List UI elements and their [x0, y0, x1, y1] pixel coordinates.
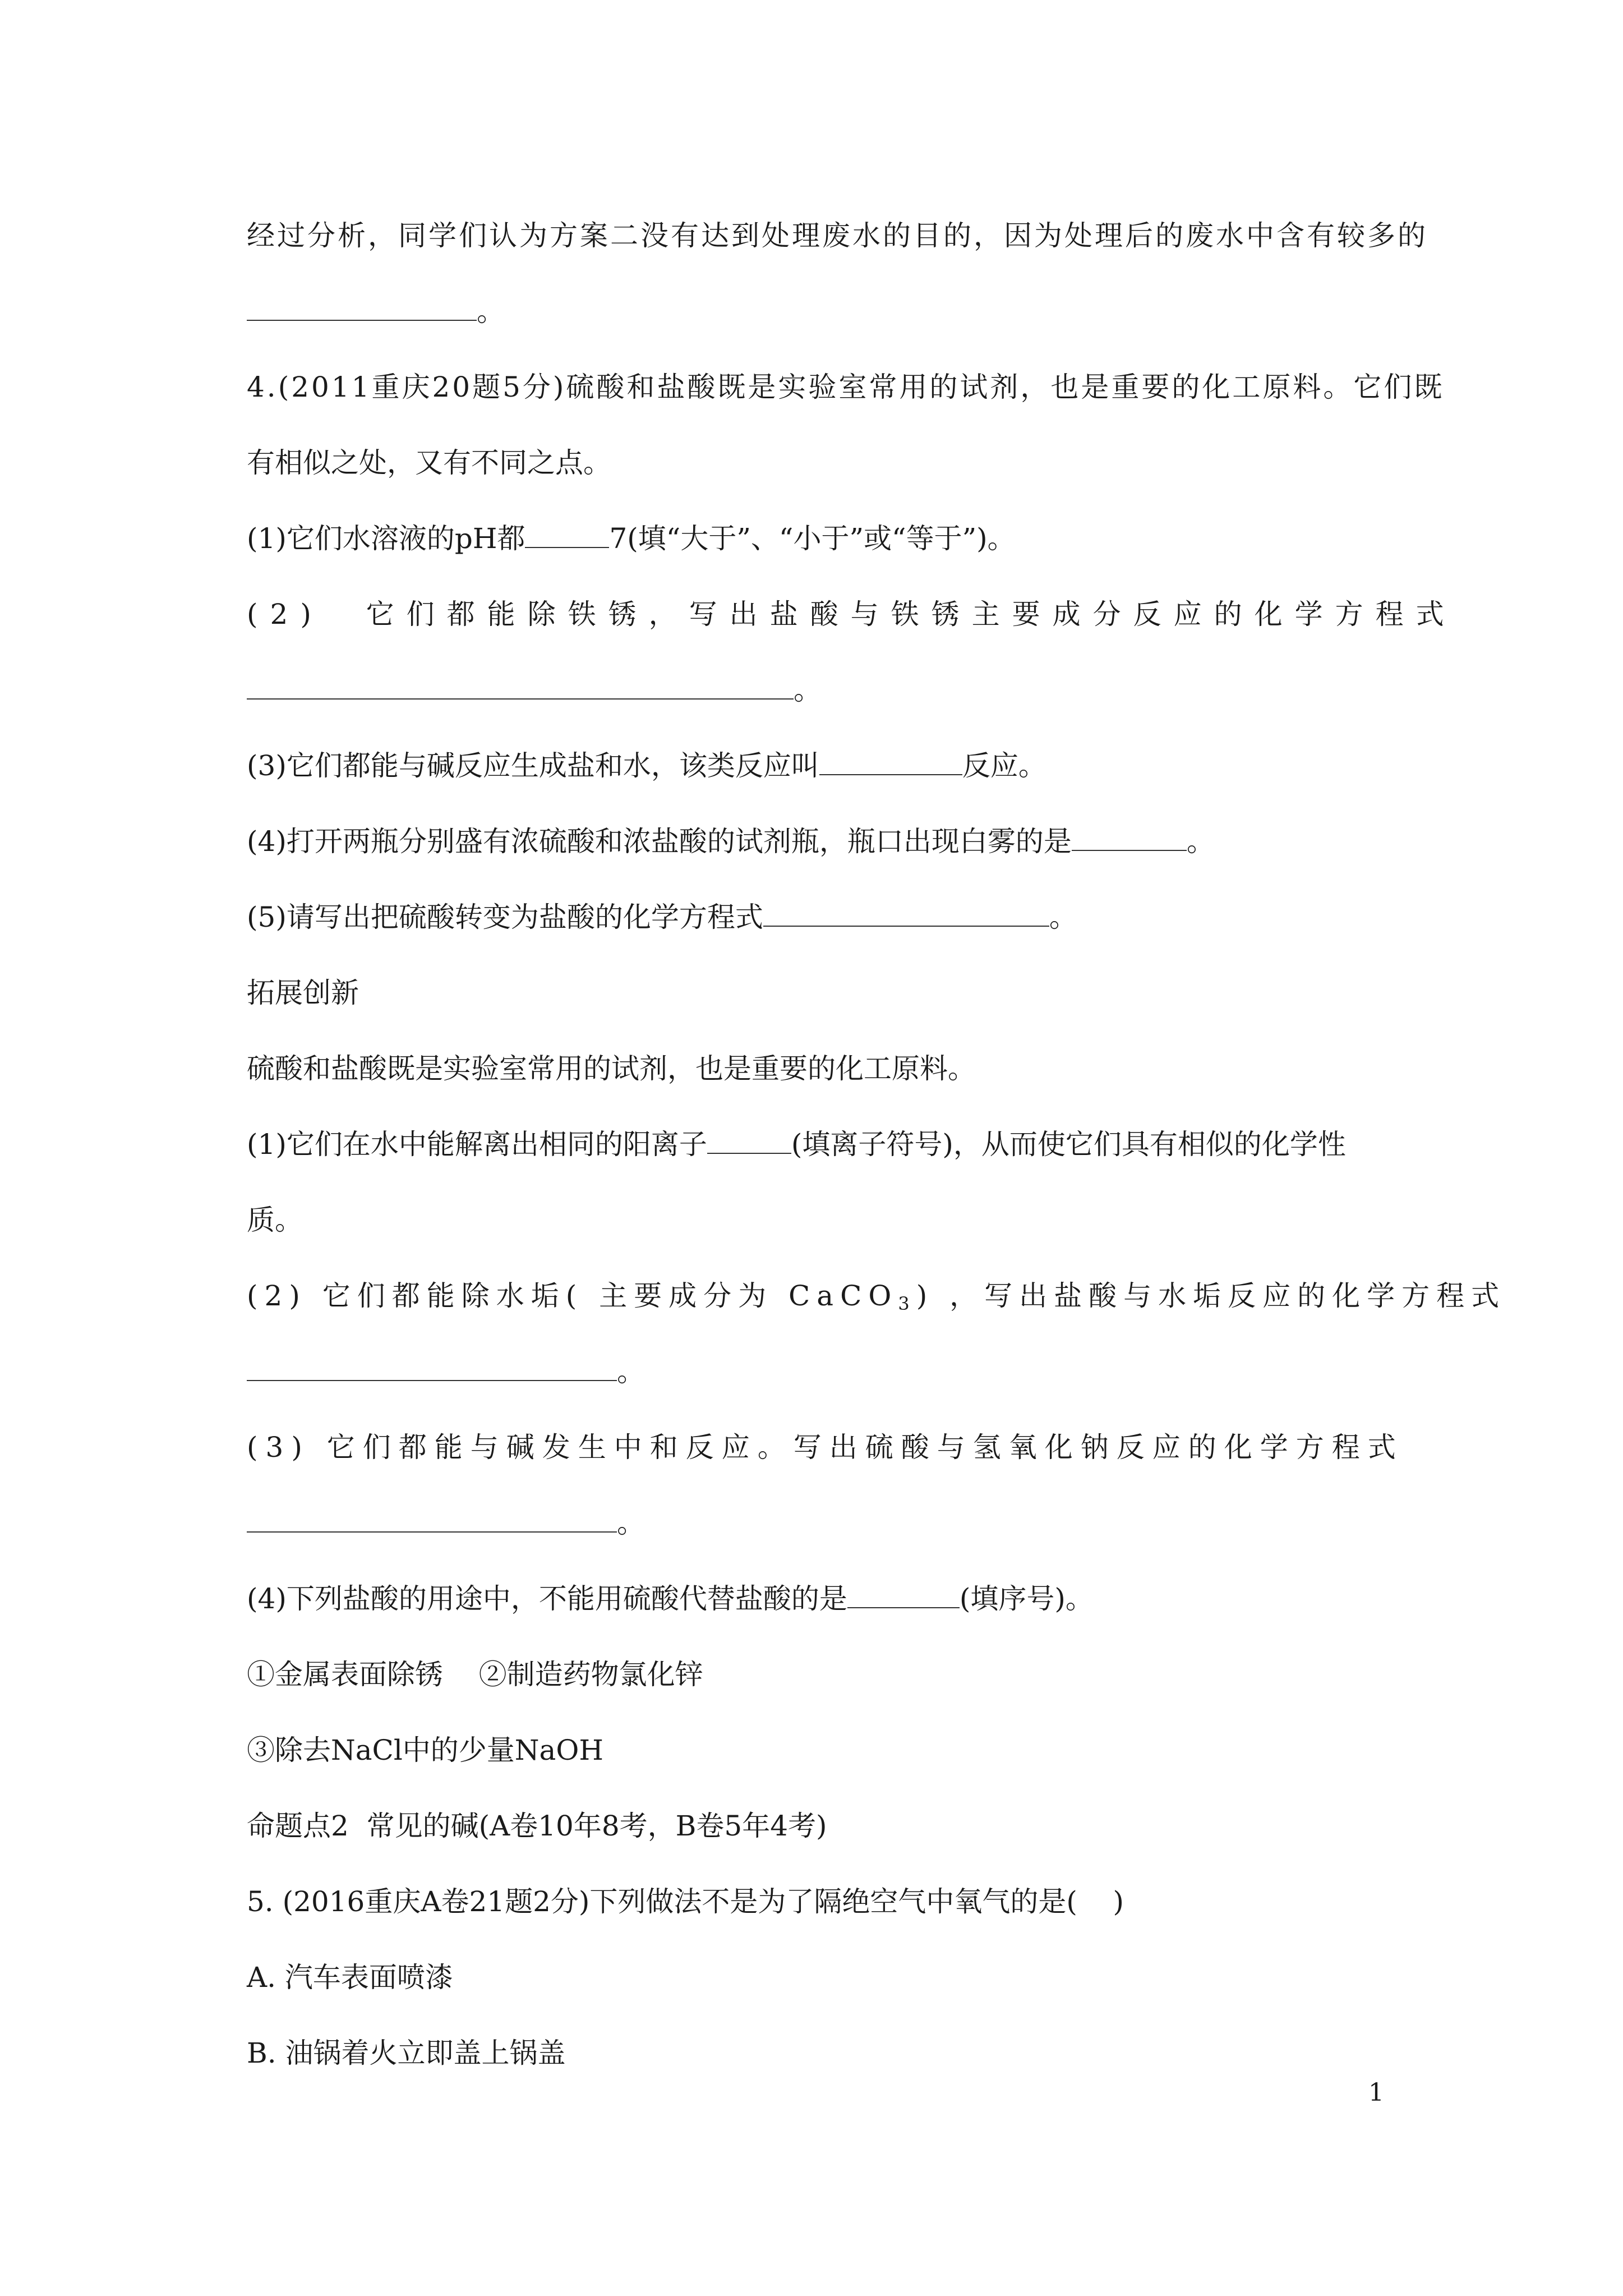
option-list-2: ③除去NaCl中的少量NaOH [247, 1734, 603, 1766]
extension-part-3: (3) 它们都能与碱发生中和反应。写出硫酸与氢氧化钠反应的化学方程式 [247, 1431, 1404, 1464]
question-5: 5. (2016重庆A卷21题2分)下列做法不是为了隔绝空气中氧气的是( ) [247, 1885, 1124, 1918]
question-4-line-2: 有相似之处，又有不同之点。 [247, 447, 611, 479]
punctuation: 。 [794, 674, 822, 706]
punctuation: 。 [477, 295, 505, 328]
text-line-blank [247, 673, 822, 707]
extension-part-2 [247, 1279, 1506, 1320]
text-segment: (1)它们水溶液的pH都 [247, 522, 525, 555]
text-segment: ) ，写出盐酸与水垢反应的化学方程式 [916, 1280, 1506, 1312]
page-number: 1 [1368, 2078, 1384, 2107]
extension-intro: 硫酸和盐酸既是实验室常用的试剂，也是重要的化工原料。 [247, 1052, 976, 1085]
text-segment: 。 [1049, 901, 1077, 933]
extension-part-1-cont: 质。 [247, 1204, 303, 1236]
text-segment: (4)下列盐酸的用途中，不能用硫酸代替盐酸的是 [247, 1582, 847, 1615]
question-4-part-4 [247, 825, 1215, 858]
text-segment: (填离子符号)，从而使它们具有相似的化学性 [791, 1128, 1346, 1161]
question-4-line-1: 4.(2011重庆20题5分)硫酸和盐酸既是实验室常用的试剂，也是重要的化工原料。它们既 [247, 371, 1445, 403]
question-4-part-3 [247, 749, 1046, 783]
topic-heading: 命题点2 常见的碱(A卷10年8考，B卷5年4考) [247, 1810, 827, 1842]
question-4-part-2: (2) 它们都能除铁锈，写出盐酸与铁锈主要成分反应的化学方程式 [247, 598, 1456, 631]
text-line: 经过分析，同学们认为方案二没有达到处理废水的目的，因为处理后的废水中含有较多的 [247, 219, 1428, 252]
text-segment: 反应。 [962, 749, 1046, 782]
option-a: A. 汽车表面喷漆 [247, 1961, 453, 1994]
answer-blank[interactable] [819, 751, 962, 775]
text-segment: (1)它们在水中能解离出相同的阳离子 [247, 1128, 707, 1161]
text-segment: (2) 它们都能除水垢( 主要成分为 CaCO [247, 1280, 898, 1312]
text-segment: (填序号)。 [959, 1582, 1094, 1615]
option-b: B. 油锅着火立即盖上锅盖 [247, 2037, 566, 2069]
answer-blank[interactable] [1072, 826, 1187, 851]
text-line-blank [247, 1355, 645, 1388]
answer-blank[interactable] [247, 1356, 617, 1381]
answer-blank[interactable] [247, 296, 477, 321]
answer-blank[interactable] [707, 1129, 791, 1154]
text-segment: (3)它们都能与碱反应生成盐和水，该类反应叫 [247, 749, 819, 782]
answer-blank[interactable] [247, 1508, 617, 1533]
extension-part-1 [247, 1128, 1346, 1161]
answer-blank[interactable] [247, 675, 794, 700]
punctuation: 。 [617, 1355, 645, 1388]
text-line-blank [247, 295, 505, 328]
question-4-part-5 [247, 900, 1077, 934]
option-list-1: ①金属表面除锈 ②制造药物氯化锌 [247, 1658, 703, 1691]
subscript: 3 [898, 1293, 916, 1314]
text-segment: 7(填“大于”、“小于”或“等于”)。 [609, 522, 1016, 555]
answer-blank[interactable] [847, 1584, 960, 1608]
text-segment: 。 [1186, 825, 1215, 858]
text-segment: (4)打开两瓶分别盛有浓硫酸和浓盐酸的试剂瓶，瓶口出现白雾的是 [247, 825, 1072, 858]
punctuation: 。 [617, 1507, 645, 1539]
text-line-blank [247, 1506, 645, 1540]
answer-blank[interactable] [525, 523, 609, 548]
answer-blank[interactable] [763, 902, 1049, 927]
text-segment: (5)请写出把硫酸转变为盐酸的化学方程式 [247, 901, 763, 933]
extension-part-4 [247, 1582, 1094, 1616]
question-4-part-1 [247, 522, 1016, 555]
section-heading: 拓展创新 [247, 977, 359, 1009]
